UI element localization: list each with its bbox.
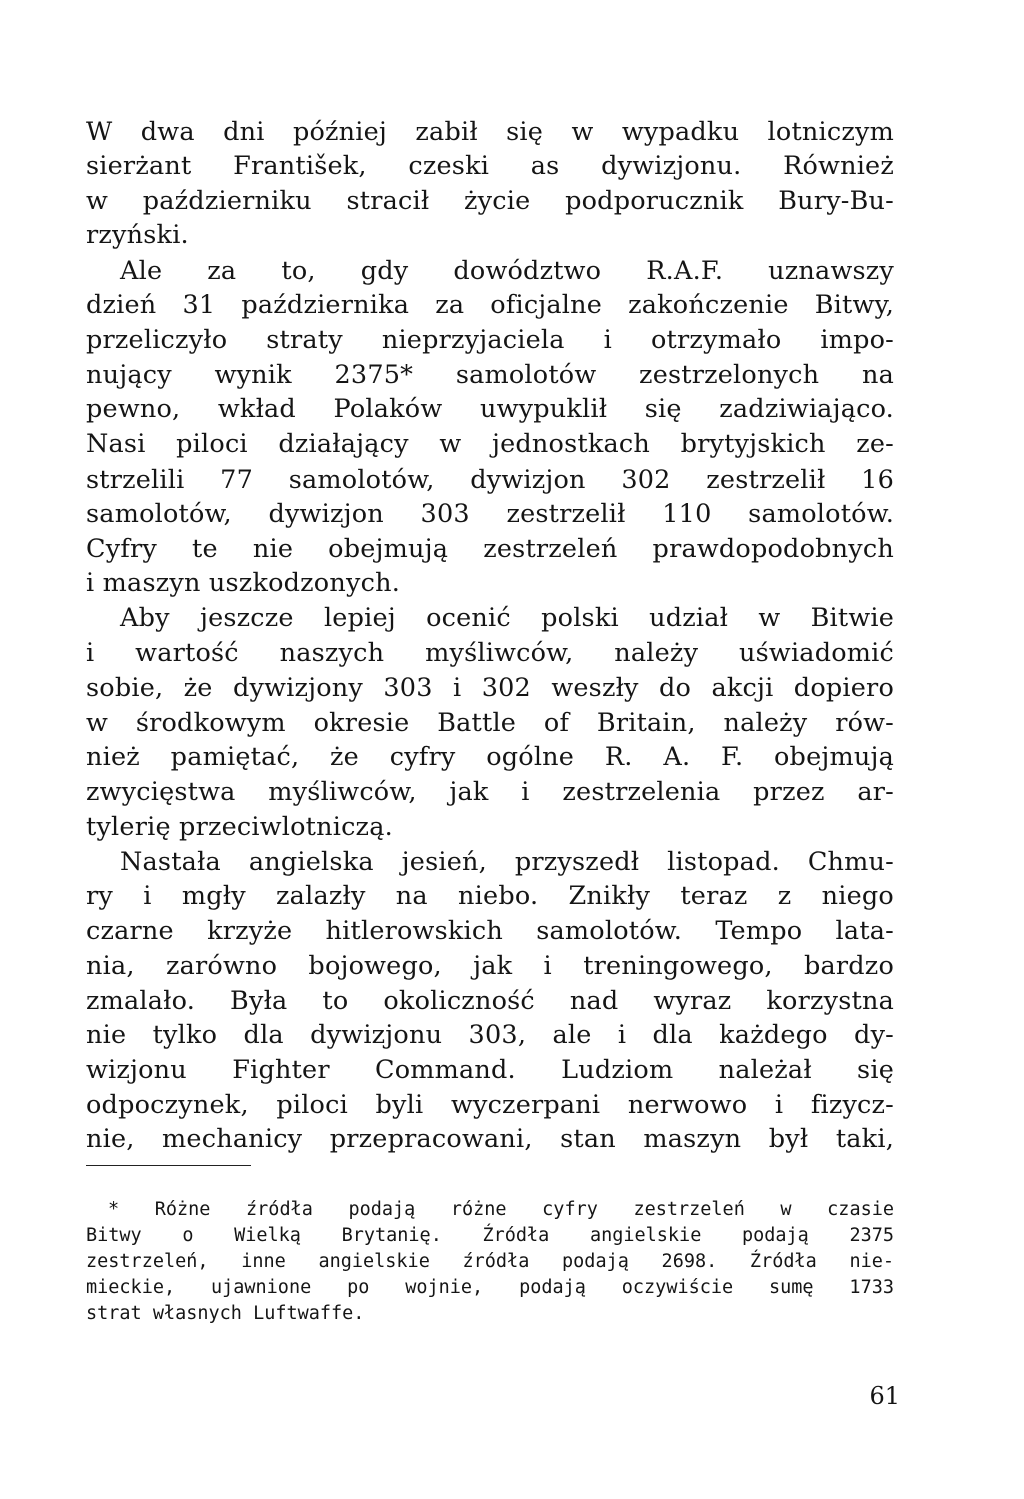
body-line: czarne krzyże hitlerowskich samolotów. Tempo lata- (86, 916, 894, 946)
footnote-line: mieckie, ujawnione po wojnie, podają oczywiście sumę 1733 (86, 1277, 894, 1298)
body-line: dzień 31 października za oficjalne zakończenie Bitwy, (86, 290, 894, 320)
body-line: tylerię przeciwlotniczą. (86, 812, 393, 842)
body-line: sierżant František, czeski as dywizjonu. Również (86, 151, 894, 181)
body-line: nie, mechanicy przepracowani, stan maszyn był taki, (86, 1124, 894, 1154)
body-line: Aby jeszcze lepiej ocenić polski udział w Bitwie (120, 603, 894, 633)
body-line: sobie, że dywizjony 303 i 302 weszły do akcji dopiero (86, 673, 894, 703)
body-line: wizjonu Fighter Command. Ludziom należał się (86, 1055, 894, 1085)
footnote-divider (86, 1165, 251, 1166)
body-line: W dwa dni później zabił się w wypadku lotniczym (86, 117, 894, 147)
body-line: nujący wynik 2375* samolotów zestrzelonych na (86, 360, 894, 390)
page-number: 61 (869, 1382, 900, 1410)
body-line: nie tylko dla dywizjonu 303, ale i dla każdego dy- (86, 1020, 894, 1050)
body-line: i wartość naszych myśliwców, należy uświadomić (86, 638, 894, 668)
body-line: ry i mgły zalazły na niebo. Znikły teraz z niego (86, 881, 894, 911)
footnote-line: Bitwy o Wielką Brytanię. Źródła angielskie podają 2375 (86, 1225, 894, 1246)
footnote-line: strat własnych Luftwaffe. (86, 1303, 365, 1324)
body-line: przeliczyło straty nieprzyjaciela i otrzymało impo- (86, 325, 894, 355)
body-line: Ale za to, gdy dowództwo R.A.F. uznawszy (120, 256, 894, 286)
body-line: samolotów, dywizjon 303 zestrzelił 110 samolotów. (86, 499, 894, 529)
body-line: pewno, wkład Polaków uwypuklił się zadziwiająco. (86, 394, 894, 424)
body-line: zwycięstwa myśliwców, jak i zestrzelenia przez ar- (86, 777, 894, 807)
footnote-line: * Różne źródła podają różne cyfry zestrzeleń w czasie (108, 1199, 894, 1220)
body-line: w październiku stracił życie podporucznik Bury-Bu- (86, 186, 894, 216)
body-line: zmalało. Była to okoliczność nad wyraz korzystna (86, 986, 894, 1016)
body-line: Nasi piloci działający w jednostkach brytyjskich ze- (86, 429, 894, 459)
footnote-line: zestrzeleń, inne angielskie źródła podają 2698. Źródła nie- (86, 1251, 894, 1272)
body-line: strzelili 77 samolotów, dywizjon 302 zestrzelił 16 (86, 465, 894, 495)
body-line: odpoczynek, piloci byli wyczerpani nerwowo i fizycz- (86, 1090, 894, 1120)
body-line: Cyfry te nie obejmują zestrzeleń prawdopodobnych (86, 534, 894, 564)
body-line: nież pamiętać, że cyfry ogólne R. A. F. obejmują (86, 742, 894, 772)
body-line: Nastała angielska jesień, przyszedł listopad. Chmu- (120, 847, 894, 877)
body-line: i maszyn uszkodzonych. (86, 568, 400, 598)
body-line: rzyński. (86, 220, 189, 250)
body-line: w środkowym okresie Battle of Britain, należy rów- (86, 708, 894, 738)
body-line: nia, zarówno bojowego, jak i treningowego, bardzo (86, 951, 894, 981)
